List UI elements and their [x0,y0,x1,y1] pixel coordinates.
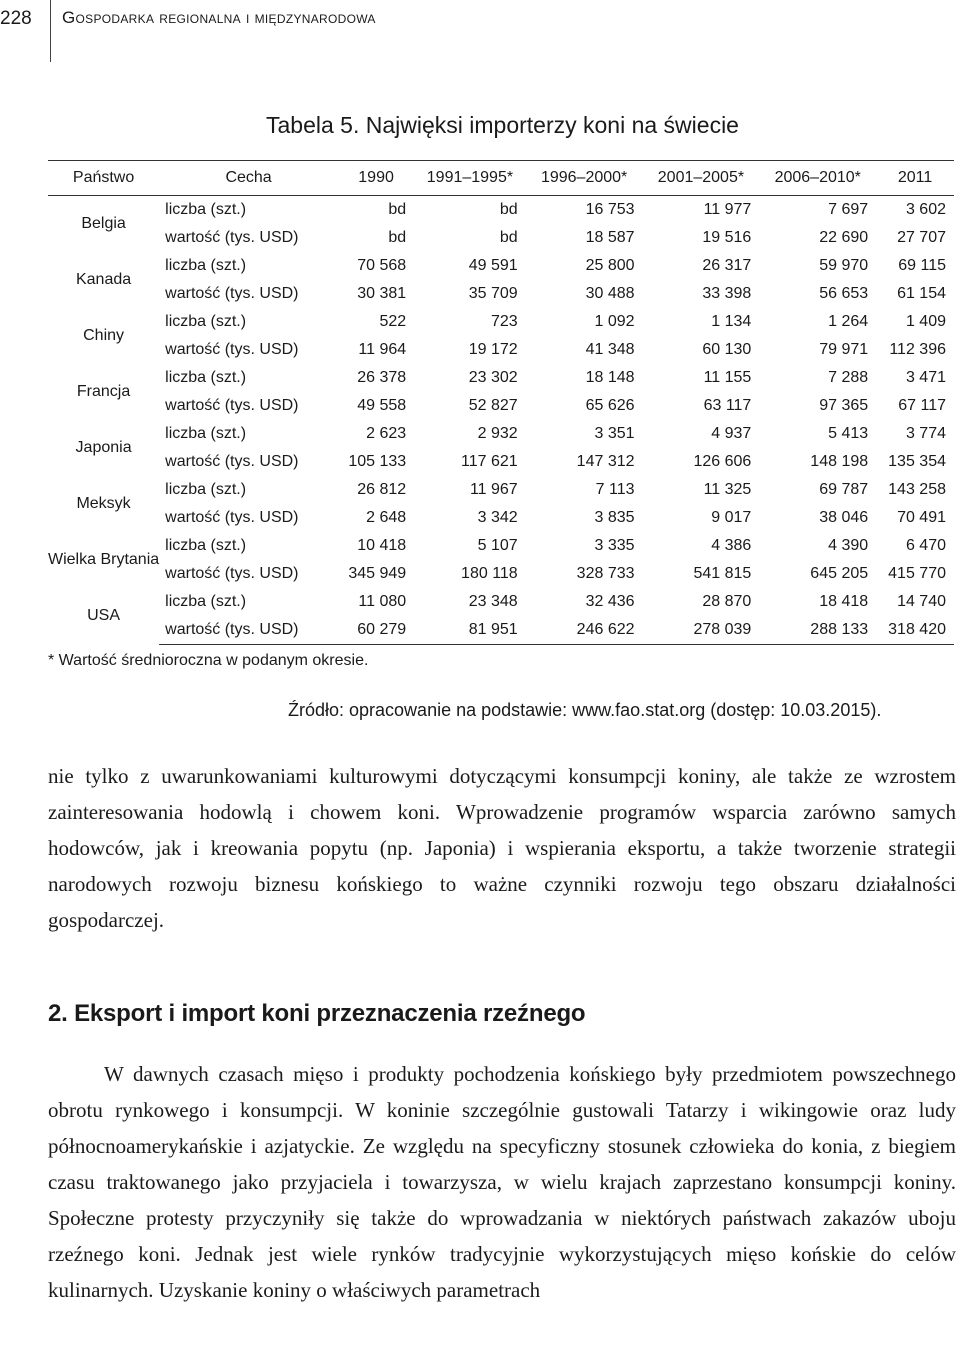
value-cell: 1 409 [905,313,946,330]
value-cell: 3 471 [905,369,946,386]
value-cell: 59 970 [819,257,869,274]
feature-cell: liczba (szt.) [165,201,247,218]
value-cell: 135 354 [888,453,946,470]
table-row [48,532,954,560]
feature-cell: wartość (tys. USD) [165,509,299,526]
value-cell: 69 787 [819,481,869,498]
value-cell: 2 932 [477,425,518,442]
body-paragraph-1: nie tylko z uwarunkowaniami kulturowymi dotyczącymi konsumpcji koniny, ale także ze wzrostem zainteresowania hodowlą i chowem koni. Wprowadzenie programów wsparcia zarówno samych hodowców, jak i kreowania popytu (np. Japonia) i wspierania eksportu, a także tworzenie strategii narodowych rozwoju biznesu końskiego to ważne czynniki rozwoju tego obszaru działalności gospodarczej. [48,764,956,932]
value-cell: 41 348 [585,341,635,358]
value-cell: 3 602 [905,201,946,218]
table-row [48,616,954,645]
value-cell: 18 148 [585,369,635,386]
table-row [48,560,954,588]
running-title: Gospodarka regionalna i międzynarodowa [62,8,376,27]
table-row [48,252,954,280]
value-cell: bd [388,201,407,218]
value-cell: 288 133 [759,616,876,645]
table-row [48,420,954,448]
value-cell: 19 172 [468,341,518,358]
value-cell: 70 568 [357,257,407,274]
country-cell: Meksyk [76,495,131,512]
value-cell: 1 134 [711,313,752,330]
value-cell: 11 964 [358,341,407,358]
value-cell: 32 436 [585,593,635,610]
feature-cell: wartość (tys. USD) [159,616,338,645]
col-header-2011: 2011 [876,161,954,196]
table-row [48,588,954,616]
value-cell: 9 017 [711,509,752,526]
table-row [48,224,954,252]
page-header [0,0,960,62]
value-cell: 63 117 [703,397,752,414]
col-header-feature: Cecha [159,161,338,196]
value-cell: 69 115 [898,257,946,274]
value-cell: 522 [379,313,407,330]
value-cell: 81 951 [414,616,526,645]
table-row [48,476,954,504]
value-cell: 143 258 [888,481,946,498]
value-cell: 147 312 [576,453,635,470]
table-header-row [48,161,954,196]
table-row [48,196,954,225]
col-header-1991-1995: 1991–1995* [414,161,526,196]
value-cell: 3 351 [594,425,635,442]
table-footnote: * Wartość średnioroczna w podanym okresie. [48,652,369,669]
table-caption: Tabela 5. Najwięksi importerzy koni na świecie [266,112,739,138]
value-cell: 26 317 [702,257,752,274]
value-cell: 7 288 [828,369,869,386]
value-cell: 7 113 [595,481,635,498]
value-cell: 10 418 [357,537,407,554]
value-cell: 3 335 [594,537,635,554]
value-cell: 645 205 [810,565,869,582]
value-cell: 23 302 [468,369,518,386]
table-row [48,280,954,308]
country-cell: Chiny [83,327,125,344]
value-cell: 22 690 [819,229,869,246]
value-cell: 67 117 [898,397,946,414]
page-number: 228 [0,8,32,29]
col-header-1990: 1990 [338,161,414,196]
table-row [48,364,954,392]
table-row [48,448,954,476]
value-cell: 318 420 [876,616,954,645]
col-header-2006-2010: 2006–2010* [759,161,876,196]
value-cell: 2 648 [366,509,407,526]
value-cell: 60 130 [702,341,752,358]
value-cell: 4 386 [711,537,752,554]
value-cell: 5 413 [828,425,869,442]
value-cell: 3 774 [905,425,946,442]
value-cell: 27 707 [897,229,946,246]
value-cell: 328 733 [576,565,635,582]
feature-cell: wartość (tys. USD) [165,453,299,470]
value-cell: 105 133 [348,453,407,470]
value-cell: 33 398 [702,285,752,302]
value-cell: 278 039 [643,616,760,645]
col-header-country: Państwo [48,161,159,196]
body-paragraph-2: W dawnych czasach mięso i produkty pochodzenia końskiego były przedmiotem powszechnego obrotu rynkowego i konsumpcji. W koninie szczególnie gustowali Tatarzy i wikingowie oraz ludy północnoamerykańskie i azjatyckie. Ze względu na specyficzny stosunek człowieka do konia, z biegiem czasu traktowanego jako przyjaciela i towarzysza, w wielu krajach zaprzestano konsumpcji koniny. Społeczne protesty przyczyniły się także do wprowadzania w niektórych państwach zakazów uboju rzeźnego koni. Jednak jest wiele rynków tradycyjnie wykorzystujących mięso końskie do celów kulinarnych. Uzyskanie koniny o właściwych parametrach [48,1062,956,1302]
value-cell: 60 279 [338,616,414,645]
feature-cell: liczba (szt.) [165,593,247,610]
value-cell: 49 591 [468,257,518,274]
table-row [48,392,954,420]
value-cell: 61 154 [897,285,946,302]
country-cell: Wielka Brytania [48,551,160,568]
value-cell: 5 107 [477,537,518,554]
value-cell: 2 623 [366,425,407,442]
feature-cell: liczba (szt.) [165,425,247,442]
table-row [48,336,954,364]
feature-cell: wartość (tys. USD) [165,565,299,582]
feature-cell: liczba (szt.) [165,313,247,330]
table-head [48,161,954,196]
value-cell: 18 418 [819,593,869,610]
value-cell: 4 390 [828,537,869,554]
table-row [48,308,954,336]
value-cell: 1 092 [594,313,635,330]
country-cell: Francja [76,383,131,400]
value-cell: 4 937 [711,425,752,442]
section-heading: 2. Eksport i import koni przeznaczenia rzeźnego [48,1000,586,1027]
value-cell: bd [499,201,518,218]
value-cell: 246 622 [526,616,643,645]
value-cell: 1 264 [828,313,869,330]
feature-cell: liczba (szt.) [165,537,247,554]
value-cell: 70 491 [897,509,946,526]
value-cell: 415 770 [888,565,946,582]
value-cell: 28 870 [702,593,752,610]
value-cell: 23 348 [468,593,518,610]
value-cell: 117 621 [461,453,518,470]
header-divider [50,0,51,62]
importers-table [48,160,954,645]
country-cell: Belgia [81,215,126,232]
value-cell: 148 198 [810,453,869,470]
value-cell: 3 342 [477,509,518,526]
value-cell: 6 470 [905,537,946,554]
value-cell: 79 971 [819,341,869,358]
value-cell: 18 587 [585,229,635,246]
value-cell: 30 488 [585,285,635,302]
value-cell: 7 697 [828,201,869,218]
feature-cell: wartość (tys. USD) [165,285,299,302]
country-cell: USA [87,607,121,625]
value-cell: 11 325 [703,481,752,498]
value-cell: 30 381 [357,285,407,302]
value-cell: 16 753 [585,201,635,218]
value-cell: 56 653 [819,285,869,302]
value-cell: 3 835 [594,509,635,526]
feature-cell: liczba (szt.) [165,257,247,274]
value-cell: 345 949 [348,565,407,582]
value-cell: 723 [491,313,518,330]
feature-cell: wartość (tys. USD) [165,397,299,414]
value-cell: 35 709 [468,285,518,302]
col-header-2001-2005: 2001–2005* [643,161,760,196]
value-cell: bd [499,229,518,246]
value-cell: 65 626 [585,397,635,414]
value-cell: 11 977 [703,201,752,218]
value-cell: 14 740 [897,593,946,610]
table-source: Źródło: opracowanie na podstawie: www.fao.stat.org (dostęp: 10.03.2015). [288,700,882,720]
feature-cell: liczba (szt.) [165,481,247,498]
value-cell: 97 365 [819,397,869,414]
value-cell: 126 606 [693,453,752,470]
value-cell: 11 080 [358,593,407,610]
value-cell: 11 967 [469,481,518,498]
country-cell: Kanada [75,271,132,288]
value-cell: 112 396 [889,341,946,358]
value-cell: 52 827 [468,397,518,414]
feature-cell: liczba (szt.) [165,369,247,386]
value-cell: bd [388,229,407,246]
value-cell: 19 516 [702,229,752,246]
value-cell: 26 812 [357,481,407,498]
table-row [48,504,954,532]
value-cell: 180 118 [461,565,518,582]
table-body [48,196,954,645]
country-cell: Japonia [75,439,132,456]
feature-cell: wartość (tys. USD) [165,341,299,358]
value-cell: 49 558 [357,397,407,414]
feature-cell: wartość (tys. USD) [165,229,299,246]
value-cell: 541 815 [693,565,752,582]
value-cell: 25 800 [585,257,635,274]
value-cell: 26 378 [357,369,407,386]
value-cell: 11 155 [703,369,752,386]
value-cell: 38 046 [819,509,869,526]
col-header-1996-2000: 1996–2000* [526,161,643,196]
